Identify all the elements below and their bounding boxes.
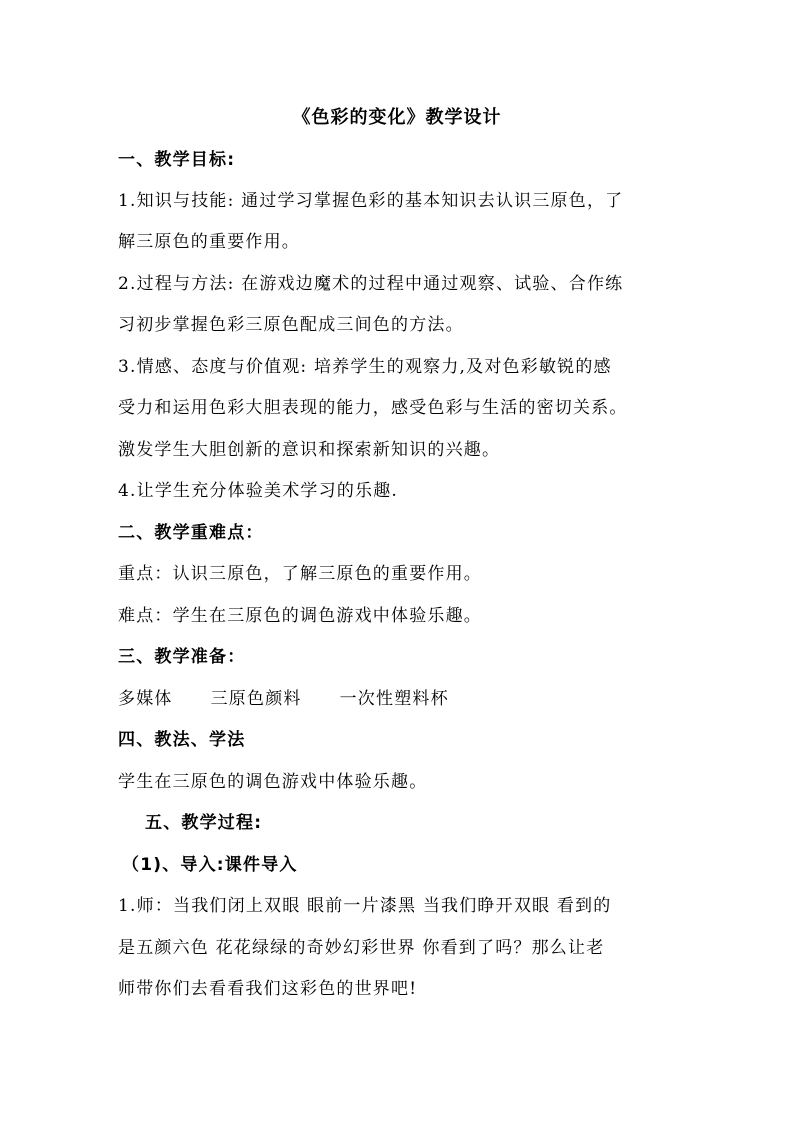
prep-item-cups: 一次性塑料杯	[339, 689, 449, 709]
section-heading-preparation: 三、教学准备：	[118, 647, 246, 667]
objectives-line-1: 1.知识与技能: 通过学习掌握色彩的基本知识去认识三原色，了	[118, 191, 624, 211]
document-title: 《色彩的变化》教学设计	[292, 107, 502, 128]
objectives-line-6: 受力和运用色彩大胆表现的能力，感受色彩与生活的密切关系。	[118, 398, 628, 418]
section-heading-methods: 四、教法、学法	[118, 730, 246, 750]
process-line-1: 1.师：当我们闭上双眼 眼前一片漆黑 当我们睁开双眼 看到的	[118, 896, 612, 916]
key-point-line: 重点：认识三原色，了解三原色的重要作用。	[118, 564, 482, 584]
objectives-line-2: 解三原色的重要作用。	[118, 232, 300, 252]
process-line-3: 师带你们去看看我们这彩色的世界吧!	[118, 979, 418, 999]
process-subheading: （1)、导入:课件导入	[122, 855, 298, 875]
difficulty-line: 难点：学生在三原色的调色游戏中体验乐趣。	[118, 606, 482, 626]
section-heading-key-points: 二、教学重难点：	[118, 523, 264, 543]
prep-item-paint: 三原色颜料	[210, 689, 302, 709]
objectives-line-5: 3.情感、态度与价值观: 培养学生的观察力,及对色彩敏锐的感	[118, 357, 612, 377]
section-heading-process: 五、教学过程:	[145, 813, 263, 833]
objectives-line-3: 2.过程与方法: 在游戏边魔术的过程中通过观察、试验、合作练	[118, 274, 624, 294]
preparation-items	[118, 687, 678, 711]
prep-item-multimedia: 多媒体	[118, 689, 173, 709]
objectives-line-7: 激发学生大胆创新的意识和探索新知识的兴趣。	[118, 440, 501, 460]
process-line-2: 是五颜六色 花花绿绿的奇妙幻彩世界 你看到了吗？那么让老	[118, 938, 605, 958]
objectives-line-8: 4.让学生充分体验美术学习的乐趣.	[118, 481, 399, 501]
section-heading-objectives: 一、教学目标:	[118, 150, 236, 170]
methods-line: 学生在三原色的调色游戏中体验乐趣。	[118, 772, 428, 792]
objectives-line-4: 习初步掌握色彩三原色配成三间色的方法。	[118, 315, 464, 335]
